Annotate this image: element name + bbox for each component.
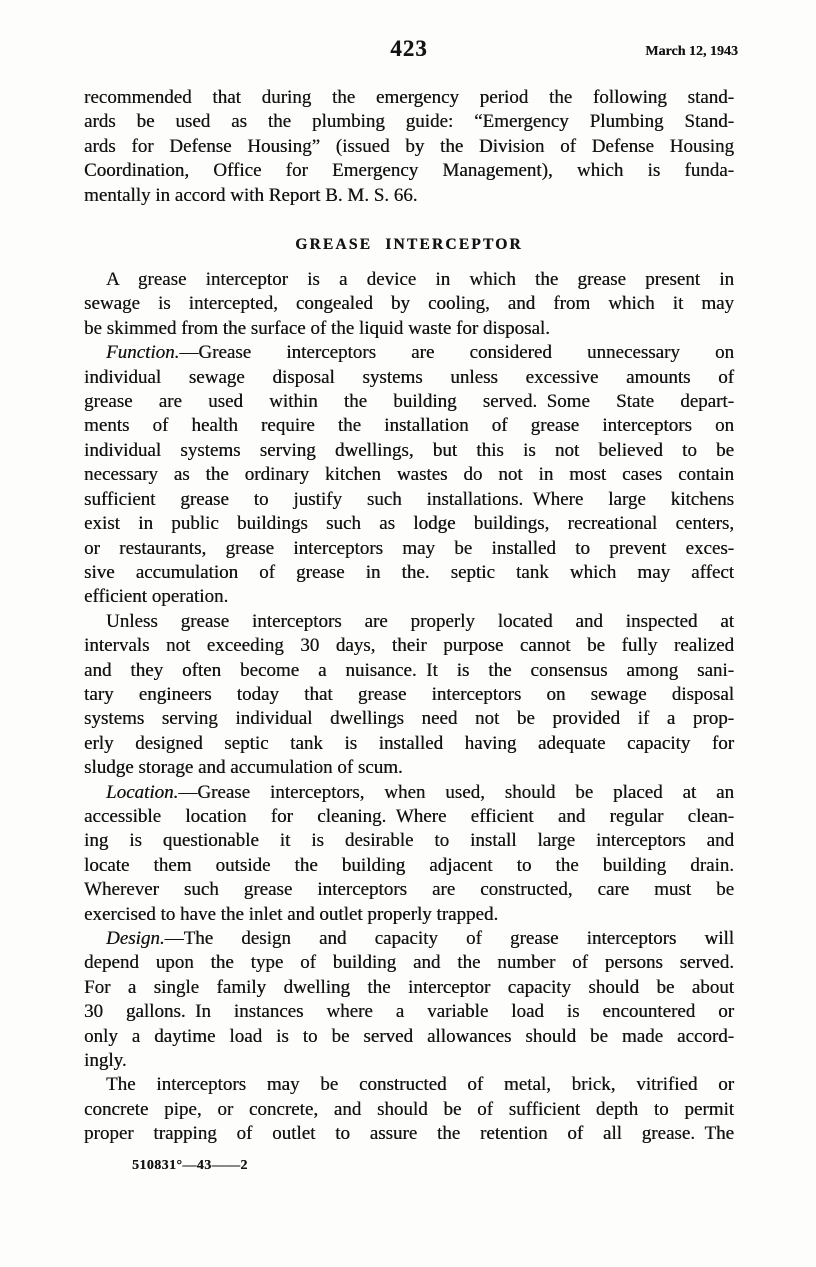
italic-lead: Design.	[106, 928, 165, 949]
page-date: March 12, 1943	[645, 44, 738, 59]
italic-lead: Function.	[106, 342, 180, 364]
text-line: tary engineers today that grease interceptors on sewage disposal	[84, 683, 734, 705]
text-line: Unless grease interceptors are properly located and inspected at	[106, 610, 734, 632]
text-line: 30 gallons. In instances where a variable load is encountered or	[84, 1001, 734, 1023]
text-line: mentally in accord with Report B. M. S. 66.	[84, 184, 418, 206]
paragraph	[84, 927, 734, 1073]
text-line: or restaurants, grease interceptors may be installed to prevent exces-	[84, 537, 734, 559]
text-line: depend upon the type of building and the number of persons served.	[84, 952, 734, 974]
text-line: recommended that during the emergency period the following stand-	[84, 87, 734, 108]
text-line: only a daytime load is to be served allowances should be made accord-	[84, 1025, 734, 1047]
line-text: —Grease interceptors, when used, should be placed at an	[178, 781, 734, 803]
text-line: systems serving individual dwellings need not be provided if a prop-	[84, 708, 734, 730]
text-line: concrete pipe, or concrete, and should be of sufficient depth to permit	[84, 1098, 734, 1120]
text-line: and they often become a nuisance. It is the consensus among sani-	[84, 659, 734, 681]
line-text: —The design and capacity of grease interceptors will	[164, 928, 734, 949]
text-line	[84, 341, 734, 365]
text-line: sufficient grease to justify such installations. Where large kitchens	[84, 488, 734, 510]
section-heading: GREASE INTERCEPTOR	[295, 236, 523, 254]
text-line: exist in public buildings such as lodge buildings, recreational centers,	[84, 513, 734, 535]
text-line: proper trapping of outlet to assure the retention of all grease. The	[84, 1123, 734, 1145]
text-line: Coordination, Office for Emergency Management), which is funda-	[84, 160, 734, 182]
text-line: individual systems serving dwellings, but this is not believed to be	[84, 439, 734, 461]
text-line: sive accumulation of grease in the. septic tank which may affect	[84, 561, 734, 583]
text-line: A grease interceptor is a device in which the grease present in	[106, 269, 734, 291]
text-line: intervals not exceeding 30 days, their purpose cannot be fully realized	[84, 635, 734, 657]
text-line: sludge storage and accumulation of scum.	[84, 757, 403, 779]
paragraph	[84, 781, 734, 927]
text-line: ments of health require the installation of grease interceptors on	[84, 415, 734, 437]
text-line: Wherever such grease interceptors are constructed, care must be	[84, 879, 734, 901]
text-line: efficient operation.	[84, 586, 229, 608]
printers-mark: 510831°—43——2	[132, 1158, 248, 1173]
paragraph	[84, 341, 734, 609]
text-line: individual sewage disposal systems unless excessive amounts of	[84, 366, 734, 388]
paragraph	[84, 268, 734, 341]
text-line: locate them outside the building adjacent to the building drain.	[84, 854, 734, 876]
paragraph	[84, 610, 734, 781]
paragraph	[84, 1073, 734, 1146]
text-line: For a single family dwelling the interceptor capacity should be about	[84, 976, 734, 998]
text-line: ards for Defense Housing” (issued by the Division of Defense Housing	[84, 135, 734, 157]
text-line: grease are used within the building served. Some State depart-	[84, 391, 734, 413]
text-line: ing is questionable it is desirable to install large interceptors and	[84, 830, 734, 852]
text-line	[84, 927, 734, 951]
document-body	[84, 86, 734, 1147]
line-text: —Grease interceptors are considered unnecessary on	[179, 342, 734, 364]
text-line: accessible location for cleaning. Where efficient and regular clean-	[84, 805, 734, 827]
text-line: ards be used as the plumbing guide: “Emergency Plumbing Stand-	[84, 111, 734, 133]
text-line: The interceptors may be constructed of metal, brick, vitrified or	[106, 1074, 734, 1096]
paragraph	[84, 86, 734, 208]
text-line: be skimmed from the surface of the liquid waste for disposal.	[84, 317, 550, 339]
page-number: 423	[390, 36, 428, 61]
text-line: erly designed septic tank is installed having adequate capacity for	[84, 732, 734, 754]
text-line: exercised to have the inlet and outlet properly trapped.	[84, 903, 499, 925]
text-line: necessary as the ordinary kitchen wastes do not in most cases contain	[84, 464, 734, 486]
italic-lead: Location.	[106, 781, 179, 803]
text-line: ingly.	[84, 1050, 127, 1072]
text-line: sewage is intercepted, congealed by cooling, and from which it may	[84, 293, 734, 315]
text-line	[84, 781, 734, 805]
